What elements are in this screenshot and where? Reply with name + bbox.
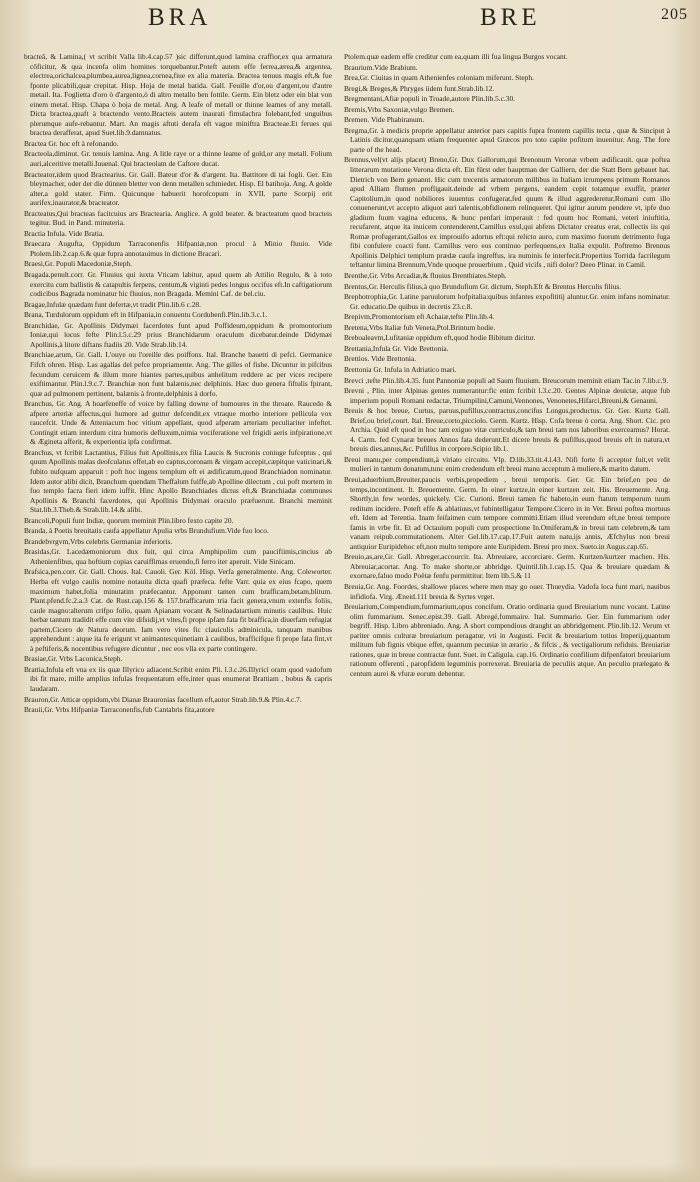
dictionary-entry: Brattia,Infula eft vna ex iis quæ Illyrico adiacent.Scribit enim Pli. l.3.c.26.Illyricí oram quod vadofum ibi fit mare, mille amplius infulas frequentatum effe,inter quas enumerat Brattiam , bobus & capris laudaram. xyxy=(24,664,332,693)
dictionary-entry: Branchus, Gr. Ang. A hoarfeneffe of voice by falling downe of humoures in the throate. Raucedo & afpere arteriæ affectus,qui humore ad guttur defcendit,ex vtraque morbo interiore pellicula vox raucefcit. Unde & Atteniacum hoc vitium appellant, quod afperam arteriam peculiariter infeftet. Contingit etiam interdum citra humoris defluxum,nimia vociferatione vel frigidi aeris infpiratione,vt & Ægineta afferit, & experientia ipfa confirmat. xyxy=(24,399,332,447)
dictionary-entry: Brevci ,tefte Plin.lib.4.35. funt Pannoniæ populi ad Saum fluuium. Breucorum meminit etiam Tac.in 7.lib.c.9. xyxy=(344,375,669,385)
dictionary-entry: Brancoli,Populi funt Indiæ, quorum meminit Plin.libro fexto capite 20. xyxy=(24,515,234,525)
dictionary-entry: Ptolem.quæ eadem effe creditur cum ea,quam illi fua lingua Burgos vocant. xyxy=(344,52,568,61)
dictionary-entry: Breui,aduerbium,Breuiter,paucis verbis,propediem , breui temporis. Ger. Gr. Ein brief,en peu de temps,incontinent. It. Breuemente. Germ. In einer kurtze,in einer kurtzen zeit. His. Breuemente. Ang. Shortly,in few wordes, quickely. Cic. Curioni. Breui tamen fic habeto,in eum ftatum temporum tuum reditum incidere. Poteft effe & ablatiuus,vt fubintelligatur Tempore.Cicero in in Ver. Breui poftea mortuus eft. Idem ad Terentia. Inam feifaimen cum tempore committi.Etiam illud verendum eft,ne breui tempore famis in vrbe fit. Et ad Octauium populi cum prospectione In.Omiferam,& in breui tam celebrem,& tam vanam reipub.commutationem. Alter Gel.lib.17.cap.17.Fuit autem natu,ijs annis, Æfchylus non breui antiquior Euripidehoc eft,non multo tempore ante Euripidem. Breui pro mox. Sueto.in Augus.cap.65. xyxy=(344,474,670,551)
dictionary-entry: Braesi,Gr. Populi Macedoniæ,Steph. xyxy=(24,259,132,269)
dictionary-entry: Brepivm,Promontorium eft Achaiæ,tefte Plin.lib.4. xyxy=(344,312,495,322)
dictionary-entry: Breui manu,per compendium,à viriato circuitu. Vlp. D.lib.33.tit.4.l.43. Nifi forte fi acceptor fuit,vt velit mulieri in tantum donatum,tunc enim credendum eft breui manu acceptum à muliere,& marito datum. xyxy=(344,454,670,474)
dictionary-entry: Braurium.Vide Brabium. xyxy=(344,62,418,72)
dictionary-entry: Branchiae,arum, Gr. Gall. L'ouye ou l'oreille des poiffons. Ital. Branche bauetti di pefci. Germanice Fifch ohren. Hisp. Las agallas del pefce propriamente. Ang. The gilles of fishe. Dicuntur in pifcibus fecundum ceruicem & illum more hiantes partes,quibus anhelitum reddere ac per vices recipere exiftimantur. Plin.l.9.c.7. Branchiæ non funt balænis,nec delphinis. Hæc duo genera fiftulis fpirant, quæ ad pulmonem pertinent, balænis à fronte,delphinis à dorfo. xyxy=(24,350,332,398)
dictionary-entry: Breboaleavm,Lufitaniæ oppidum eft,quod hodie Bibitum dicitur. xyxy=(344,333,536,343)
dictionary-entry: Brea,Gr. Ciuitas in quam Athenienfes coloniam miferunt. Steph. xyxy=(344,73,534,83)
dictionary-entry: Bregmentani,Afiæ populi in Troade,autore Plin.lib.5.c.30. xyxy=(344,94,515,104)
dictionary-entry: Brettonia Gr. Infula in Adriatico mari. xyxy=(344,364,457,374)
dictionary-entry: Brauii,Gr. Vrbs Hifpaniæ Tarraconenfis,fub Cantabris fita,autore xyxy=(24,705,215,715)
page-bottom-shade xyxy=(0,1164,700,1182)
dictionary-entry: Bracteola,diminut. Gr. tenuis lamina. Ang. A litle raye or a thinne leame of gold,or any metall. Folium auri,alceritive metalli.Iuuenal. Qui bracteolam de Caftore ducat. xyxy=(24,149,332,169)
dictionary-entry: Brevni , Plin. inter Alpinas gentes numerantur:fic enim fcribit l.3.c.20. Gentes Alpinæ deuictæ, atque fub imperium populi Romani redactæ, Triumpilini,Camuni,Vennones, Venonetes,Hifarci,Breuni,& Genauni. xyxy=(344,386,670,405)
dictionary-entry: Branchus, vt fcribit Lactantius, Filius fuit Apollinis,ex filia Laucis & Sucronis coniuge fufceptus , qui quum Apollinis malas deofculatus effet,ab eo captus,coronam & virgam accepit,cæpitque vaticinari,& fubito nufquam apparuit : poft hoc ingens templum eft ei ædificatum,quod Branchiadon nominatur. Idem autor alibi dicit, Branchum quendam Theffalum fuiffe,ab Apolline dilectum , cui poft mortem in fuo templo facra fieri idem iuffit. Hinc Apollo Branchiades dictus eft,& Branchiadæ communes Apollinis & Branchi facerdotes, qui Apollinis Didymæi oraculo præfuerunt. Branchi meminit Stat.lib.3.Theb.& Strab.lib.14.& alibi. xyxy=(24,447,332,515)
dictionary-entry: Brephotrophia,Gr. Latine paruulorum hofpitalia:quibus infantes expofititij aluntur.Gr. enim infans nominatur. Gr. educatio.De quibus in decretis 23.c.8. xyxy=(344,292,670,311)
dictionary-entry: Bracteator,idem quod Bractearius. Gr. Gall. Bateur d'or & d'argent. Ita. Battitore di tai fogli. Ger. Ein bleymacher, oder der die dünnen bletter von denn metallen schmiedet. Hisp. El batihoja. Ang. A golde alter,a gold stater. Firm. Quicunque habuerit horofcopum in XVII. parte Scorpij erit aurifex,inaurator,& bracteator. xyxy=(24,169,332,208)
right-text-column xyxy=(344,52,670,1164)
dictionary-entry: Breuiarium,Compendium,fummarium,opus concifum. Oratio ordinaria quod Breuiarium nunc vocant. Latine olim fummarium. Senec.epist.39. Gall. Abregé,fommaire. Ital. Summario. Ger. Ein fummarium oder begriff. Hisp. Libro abbreniado. Ang. A short compendious draught an abbridgement. Plin.lib.12. Verum vt pariter omnis culturæ breuiarium peragatur, vti in Augusti. Fecit & breuiarium totius Imperij,quantum militum fub fignis vbique effet, quantum pecuniæ in ærario , & fifcis , & vectigaliorum refiduis. Breuiariæ rationes, quæ in breue contractæ funt. Suet. in Caligula. cap.16. Ordinario confilium difpenfatori breuiarium rationum offerenti , paropfidem leguminis porrexerat. Breuiaria de peculiis atque. An peculio prælegato & centum aurei & vfuræ eorum debentur. xyxy=(344,602,670,678)
dictionary-entry: Brasidas,Gr. Lacedæmoniorum dux fuit, qui circa Amphipolim cum paucifiimis,cincius ab Athenienfibus, qua hoftium copias caruiffimas eruendo,fi ferro iter aperuit. Vide Sinicam. xyxy=(24,547,332,566)
dictionary-entry: Breuis & hoc breue, Curtus, paruus,pufillus,contractus,concifus Longus,productus. Gr. Ger. Kurtz Gall. Brief,ou brief,court. Ital. Breue,corto,picciolo. Germ. Kurtz. Hisp. Cofa breue ò corta. Ang. Short. Cic. pro Archia. Quid eft quod in hoc tam exiguo vitæ curriculo,& tam breui tam nos laboribus exerceamus? Horat. 4. Carm. fed Cynaræ breues Annos fata dederunt.Et dicere breuis & pufillus,quod breuis eft in natura,vt breuis dies,annus,&c. Pufillus in corpore.Scipio lib.1. xyxy=(344,406,670,454)
dictionary-entry: Bractia Infula. Vide Bratia. xyxy=(24,228,105,238)
running-head-right: BRE xyxy=(480,4,541,31)
dictionary-entry: Brauron,Gr. Atticæ oppidum,vbi Dianæ Brauronias facellum eft,autor Strab.lib.9.& Plin.4.c.7. xyxy=(24,694,302,704)
dictionary-entry: Bracteatus,Qui bracteas facitcuius ars Bractearia. Anglice. A gold beater. & bracteatum quod bracteis tegitur. Bud. in Pand. minuteria. xyxy=(24,208,332,228)
dictionary-entry: Brennus,vel(vt alijs placet) Breno,Gr. Dux Gallorum,qui Brenonum Veronæ vrbem ædificauit. quæ poftea litterarum mutatione Verona dicta eft. Ein fürst oder hauptman der Galliern, der die Statt Bern gebauet hat. Dietrich von Bern genannt. Hic cum trecentis armatorum millibus in Italiam irrumpens primum Romanos apud Alliam flumen profligauit.deinde ad vrbem pergens, eandem cepit totamque exuffit, præter Capitolium,in quod nobiliores iuuentus confugerat,fed quum & illud aggrederetur,Romani cum illo conuenerunt,vt accepto aliquot auri talentis,obfidionem relinqueret. Qui igitur aurum pendere vt, ipfe duo gladium fuum vagina educens, & hunc penfari imperauit : fed quum hoc Romani, veteri iniuftitia, recufarent, atque ita inuicem contenderent,Camillus exul,qui abfens Dictator creatus erat, collectis iis qui Romæ profugerant,Gallos ex improuifo adortus eft:qui relicto auro, cum maximo fuorum detrimento fuga fibi confulere coacti funt. Camillus vero eos continuo perfequens,ex Italia expulit. Poftremo Brennus Apollinis Delphici templum prædæ caufa ingreffus, ira numinis fe interfecit.Propertius Torrida facrilegum teftantur limina Brennum,Vnde quoque prouerbium , Quid vicifs , nifi dolor? Deeo Plinar. in Camil. xyxy=(344,155,670,270)
dictionary-entry: Bragada.penult.corr. Gr. Fluuius qui iuxta Vticam labitur, apud quem ab Attilio Regulo, & à toto exercitu cum ballistis & catapultis ferpens, centum,& viginti pedes longus occifus eft.In caftigatiorum codicibus Bagrada nominatur hic fluuius, non Bragada. Memini Caf. de bel.ciu. xyxy=(24,270,332,299)
dictionary-entry: Brentus,Gr. Herculis filius,à quo Brundufium Gr. dictum, Steph.Eft & Brentus Herculis filius. xyxy=(344,281,622,291)
dictionary-entry: Brafsica,pen.corr. Gr. Gall. Chous. Ital. Cauoli. Ger. Köl. Hisp. Verfa generalmente. Ang. Coleworter. Herba eft vulgo caulis nomine notauita dicta quafi præfeca. fefte Varr. quia ex eius fcapo, quem maximum habet,folia minutatim præfecantur. Apponunt tamen cum brafficam,betam,blitum. Plant.pfend.fc.2.a.3 Cat. de Rust.cap.156 & 157.brafficarum tria facit genera,vnum extenfis foliis, caule magno:alterum crifpo folio, quam Apianam vocant & Selinadatartium minutis caulibus. Huic herbæ tantum tradidit effe cum vite difsidij,vt vites,fi prope ipfam fata fit braffica,in diuerfam refugiat partem,Cicero de Natura deorum. Iam vero vites fic clauiculis adminicula, tanquam manibus apprehendunt : atque ita fe erigunt vt animantes:quinetiam à caulibus, brafficifque fi prope fata fint,vt à peftiferis,& nocentibus refugere dicuntur , nec eos vlla ex parte contingere. xyxy=(24,567,332,653)
dictionary-entry: bracteã, & Lamina,( vt scribit Valla lib.4.cap.57 )sic differunt,quod lamina craffior,ex qua armatura cõficitur, & qua incenfa olim homines torquebantur.Poteft autem effe ferrea,ærea,& argentea, electrea,orichalcea,plumbea,aurea,lignea,cornea,fiue ex alia materia. Bractea tenuus magis eft,& fue fponte plicabili,quæ crepitat. Hisp. Hoja de metal batida. Gall. Feuille d'or,ou d'argent,ou d'autre metail. Ita. Foglietta d'oro ò d'argento,ò di altro metallo ben fottile. Germ. Ein bletz oder ein blat von einem metal. Hisp. Chapa ò hoja de metal. Ang. A leafe of metall or thinne leames of any metall. Dicta bractea,quaft à bractendo vento.Bracteis autem inaurati fimulachra folebant,fed unguibus plerumque aufe-rebantur. Mart. An magis aftuti derafa eft vague miniftra Bracteae.Et ferues qui bractea derafferat, apud Suet.lib.9.damnatus. xyxy=(24,52,332,138)
running-head-left: BRA xyxy=(148,4,212,31)
dictionary-entry: Branchidae, Gr. Apollinis Didymæi facerdotes funt apud Poffideum,oppidum & promontorium Ioniæ,qui locus fefte Plin.l.5.c.29 prius Branchidarum oraculum dicebatur.deinde Didymæi Apollinis,à litore diftans ftadiis 20. Vide Strab.lib.14. xyxy=(24,320,332,349)
dictionary-entry: Brenthe,Gr. Vrbs Arcadiæ,& fluuius Brenthiates.Steph. xyxy=(344,271,507,281)
dictionary-entry: Brana, Turdulorum oppidum eft in Hifpania,in conuentu Cordubenfi.Plin.lib.3.c.1. xyxy=(24,310,268,320)
dictionary-entry: Bregi,& Breges,& Phryges iidem funt.Strab.lib.12. xyxy=(344,83,495,93)
dictionary-entry: Brandebvrgvm,Vrbs celebris Germaniæ inferioris. xyxy=(24,536,173,546)
dictionary-entry: Bregma,Gr. à medicis proprie appellatur anterior pars capitis fupra frontem capillis tecta , quæ & Sinciput à Latinis dicitur,quanquam etiam frequenter apud Græcos pro toto capite pofitum inuenitur. Ang. The fore parte of the head. xyxy=(344,125,670,154)
page-number: 205 xyxy=(661,6,688,23)
dictionary-entry: Branda, à Poetis breuitatis caufa appellatur Apulia vrbs Brundufium.Vide fuo loco. xyxy=(24,526,269,536)
dictionary-entry: Bretena,Vrbs Italiæ fub Veneta,Ptol.Brintum hodie. xyxy=(344,322,496,332)
dictionary-entry: Bractea Gr. hoc eft à refonando. xyxy=(24,138,119,148)
dictionary-entry: Bremis,Vrbs Saxoniæ,vulgo Bremen. xyxy=(344,104,455,114)
dictionary-entry: Bragae,Infulæ quædam funt defertæ,vt tradit Plin.lib.6 c.28. xyxy=(24,299,201,309)
dictionary-entry: Breuia,Gr. Ang. Foordes, shallowe places where men may go ouer. Thueydia. Vadofa loca funt mari, nauibus infidiofa. Virg. Æneid.111 breuia & Syrtes vrget. xyxy=(344,581,670,601)
dictionary-entry: Brasiae,Gr. Vrbs Laconica,Steph. xyxy=(24,654,123,664)
dictionary-entry: Braecara Augufta, Oppidum Tarraconenfis Hifpaniæ,non procul à Minio fluuio. Vide Ptolem.lib.2.cap.6.& quæ fupra annotauimus in dictione Bracari. xyxy=(24,239,332,258)
dictionary-entry: Brettios. Vide Brettonia. xyxy=(344,354,417,364)
dictionary-entry: Brettania,Infula Gr. Vide Brettonia. xyxy=(344,343,449,353)
dictionary-entry: Bremen. Vide Phabiranum. xyxy=(344,115,425,125)
dictionary-entry: Breuio,as,are,Gr. Gall. Abreger,accourcir. Ita. Abreuiare, accorciare. Germ. Kurtzen/kurtzer machen. His. Abreuiar,acortar. Ang. To make shorte,or abbridge. Quintil.lib.1.cap.15. Qua & breuiare quædam & exornare,faluo modo Poëtæ fenfu permittitur. Item lib.5.& 11 xyxy=(344,552,670,581)
left-text-column xyxy=(24,52,332,1164)
